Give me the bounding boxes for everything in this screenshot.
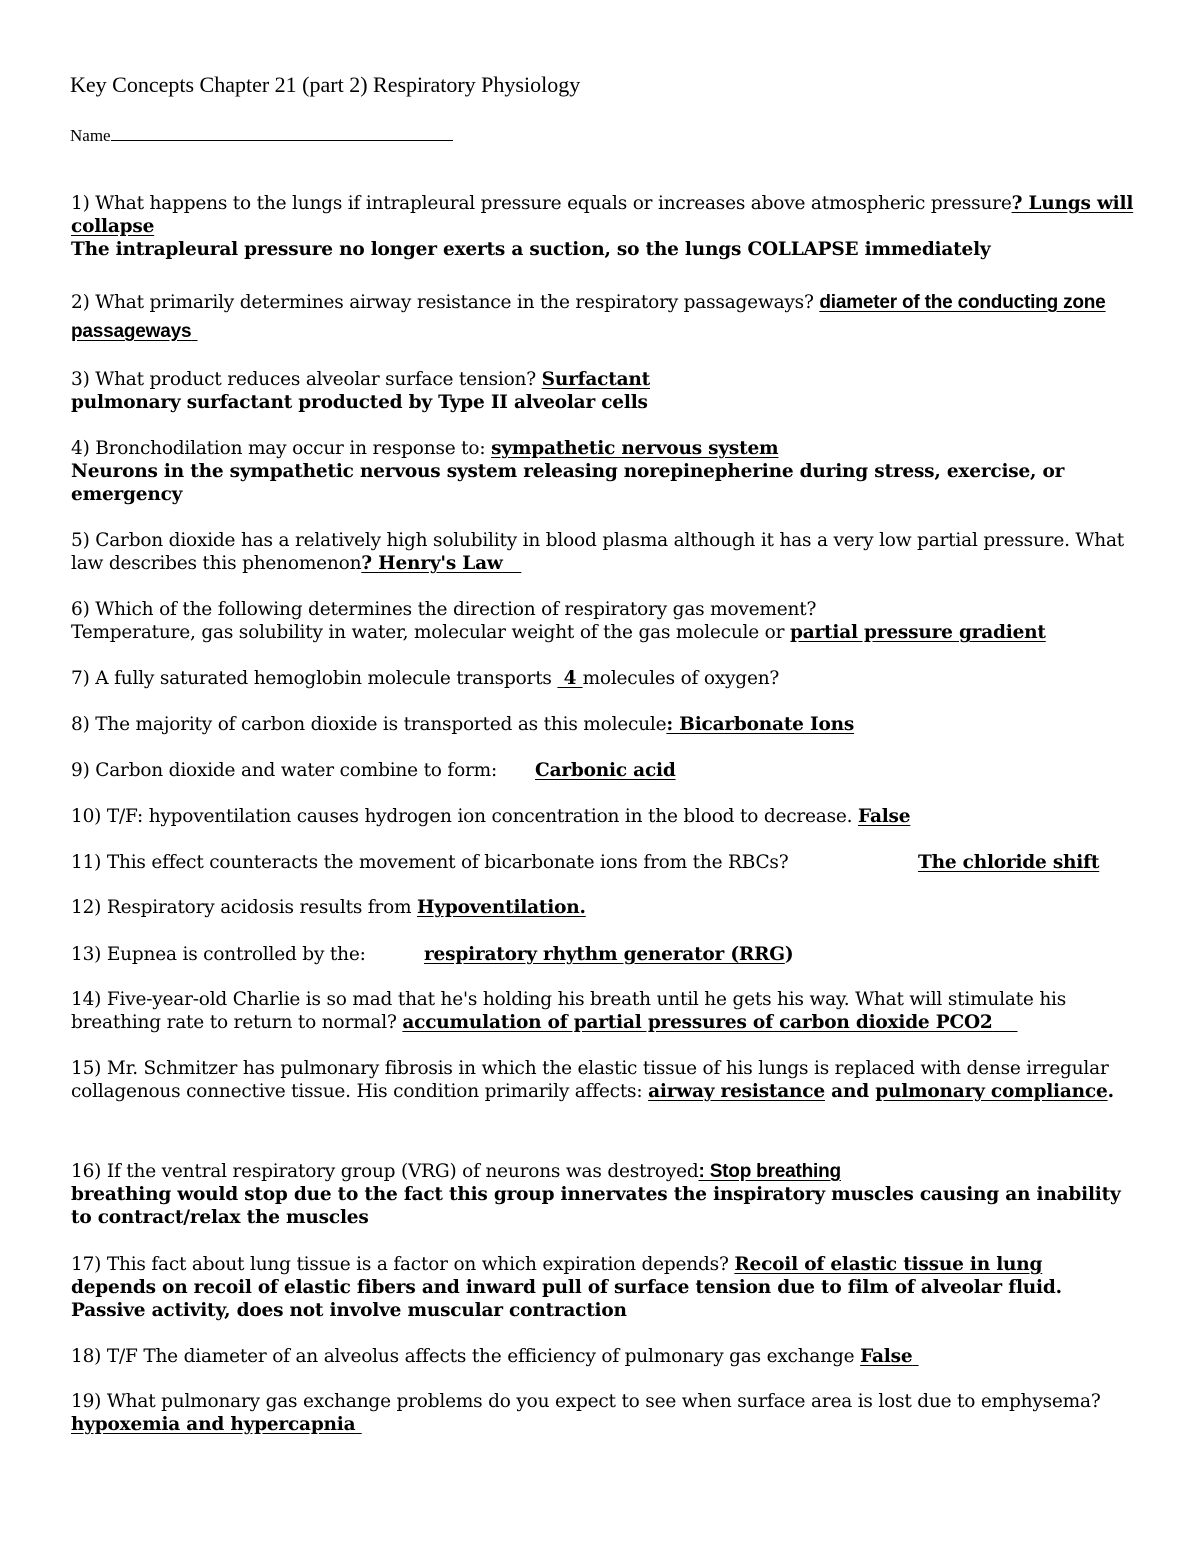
- question-12-text: 12) Respiratory acidosis results from: [71, 897, 418, 918]
- question-17: [71, 1253, 1141, 1322]
- question-2-answer: diameter of the conducting zone passageways: [71, 292, 1106, 342]
- name-field: [70, 126, 453, 146]
- question-7-text: 7) A fully saturated hemoglobin molecule transports: [71, 668, 558, 689]
- question-15-period: .: [1107, 1081, 1114, 1102]
- question-4-text: 4) Bronchodilation may occur in response to:: [71, 438, 492, 459]
- question-3-answer: Surfactant: [541, 369, 650, 390]
- question-13-text: 13) Eupnea is controlled by the:: [71, 944, 366, 965]
- question-8: [71, 713, 1141, 736]
- question-5: [71, 529, 1141, 575]
- question-4-answer: sympathetic nervous system: [491, 438, 779, 459]
- question-14: [71, 988, 1141, 1034]
- name-label: Name: [70, 126, 111, 145]
- question-15-answer-1: airway resistance: [648, 1081, 825, 1102]
- question-4-explanation: Neurons in the sympathetic nervous system releasing norepinepherine during stress, exercise, or emergency: [71, 461, 1065, 505]
- question-1-text: 1) What happens to the lungs if intrapleural pressure equals or increases above atmospheric pressure: [71, 193, 1012, 214]
- question-19-text: 19) What pulmonary gas exchange problems do you expect to see when surface area is lost due to emphysema?: [71, 1391, 1101, 1412]
- question-17-answer: Recoil of elastic tissue in lung: [734, 1254, 1043, 1275]
- question-11-text: 11) This effect counteracts the movement of bicarbonate ions from the RBCs?: [71, 852, 789, 873]
- page-title: Key Concepts Chapter 21 (part 2) Respiratory Physiology: [70, 72, 581, 97]
- question-8-answer: : Bicarbonate Ions: [666, 714, 855, 735]
- question-4: [71, 437, 1141, 506]
- question-3-text: 3) What product reduces alveolar surface tension?: [71, 369, 542, 390]
- question-15-and: and: [824, 1081, 876, 1102]
- question-19-answer: hypoxemia and hypercapnia: [71, 1414, 356, 1435]
- question-9: [71, 759, 1141, 782]
- question-10-text: 10) T/F: hypoventilation causes hydrogen ion concentration in the blood to decrease.: [71, 806, 859, 827]
- question-19: [71, 1390, 1141, 1436]
- question-5-text: 5) Carbon dioxide has a relatively high solubility in blood plasma although it has a very low partial pressure. What law describes this phenomenon: [71, 530, 1125, 574]
- question-10-answer: False: [858, 806, 911, 827]
- question-1: [71, 192, 1141, 261]
- question-1-explanation: The intrapleural pressure no longer exerts a suction, so the lungs COLLAPSE immediately: [71, 239, 991, 260]
- question-16-explanation: breathing would stop due to the fact this group innervates the inspiratory muscles causing an inability to contract/relax the muscles: [71, 1184, 1121, 1228]
- question-6-options: Temperature, gas solubility in water, molecular weight of the gas molecule or: [71, 622, 790, 643]
- question-6: [71, 598, 1141, 644]
- question-2-text: 2) What primarily determines airway resistance in the respiratory passageways?: [71, 292, 820, 313]
- question-17-explanation: depends on recoil of elastic fibers and inward pull of surface tension due to film of alveolar fluid. Passive activity, does not involve muscular contraction: [71, 1277, 1062, 1321]
- question-18: [71, 1345, 1141, 1368]
- question-7-text-end: molecules of oxygen?: [582, 668, 780, 689]
- name-blank-line[interactable]: [111, 126, 453, 141]
- question-8-text: 8) The majority of carbon dioxide is transported as this molecule: [71, 714, 667, 735]
- question-14-answer: accumulation of partial pressures of carbon dioxide PCO2: [402, 1012, 993, 1033]
- question-6-text: 6) Which of the following determines the direction of respiratory gas movement?: [71, 599, 817, 620]
- question-5-answer: ? Henry's Law: [361, 553, 503, 574]
- question-12: [71, 896, 1141, 919]
- question-3-explanation: pulmonary surfactant producted by Type II alveolar cells: [71, 392, 648, 413]
- question-3: [71, 368, 1141, 414]
- question-11: [71, 851, 1141, 874]
- question-16: [71, 1160, 1141, 1229]
- question-18-text: 18) T/F The diameter of an alveolus affects the efficiency of pulmonary gas exchange: [71, 1346, 861, 1367]
- question-16-answer: : Stop breathing: [698, 1161, 841, 1182]
- question-6-answer: partial pressure gradient: [789, 622, 1046, 643]
- question-10: [71, 805, 1141, 828]
- question-12-answer: Hypoventilation.: [417, 897, 586, 918]
- question-9-text: 9) Carbon dioxide and water combine to form:: [71, 760, 498, 781]
- question-11-answer: The chloride shift: [918, 852, 1100, 873]
- question-7: [71, 667, 1141, 690]
- question-18-answer: False: [860, 1346, 913, 1367]
- question-13-answer: respiratory rhythm generator (RRG: [424, 944, 785, 965]
- question-15-text: 15) Mr. Schmitzer has pulmonary fibrosis in which the elastic tissue of his lungs is replaced with dense irregular collagenous connective tissue. His condition primarily affects:: [71, 1058, 1109, 1102]
- question-7-answer: 4: [557, 668, 583, 689]
- question-14-text: 14) Five-year-old Charlie is so mad that he's holding his breath until he gets his way. What will stimulate his breathing rate to return to normal?: [71, 989, 1067, 1033]
- question-17-text: 17) This fact about lung tissue is a factor on which expiration depends?: [71, 1254, 735, 1275]
- question-13: 13) Eupnea is controlled by the: respiratory rhythm generator (RRG): [71, 944, 794, 965]
- question-15-answer-2: pulmonary compliance: [875, 1081, 1108, 1102]
- question-15: [71, 1057, 1141, 1103]
- question-1-answer: ? Lungs will collapse: [71, 193, 1134, 237]
- question-2: [71, 288, 1141, 346]
- question-9-answer: Carbonic acid: [535, 760, 676, 781]
- question-16-text: 16) If the ventral respiratory group (VRG) of neurons was destroyed: [71, 1161, 699, 1182]
